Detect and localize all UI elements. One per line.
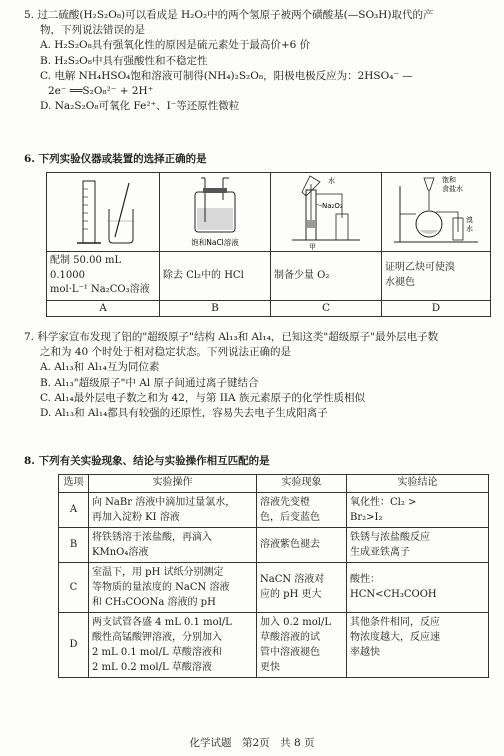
q8-header-row <box>59 475 489 493</box>
q7-option-a: A. Al₁₃和 Al₁₄互为同位素 <box>40 361 160 374</box>
cell-line: 色，后变蓝色 <box>260 511 320 523</box>
q6-figure-c <box>271 173 382 252</box>
volumetric-cylinder-icon <box>63 175 143 249</box>
q7-option-d: D. Al₁₃和 Al₁₄都具有较强的还原性，容易失去电子生成阳离子 <box>40 407 328 420</box>
q7-stem-line-1: 7. 科学家宣布发现了铝的"超级原子"结构 Al₁₃和 Al₁₄，已知这类"超级原子"最外层电子数 <box>24 331 439 343</box>
figure-c-reagent: Na₂O₂ <box>322 202 343 210</box>
q8-header-option: 选项 <box>59 475 89 493</box>
q8-row-c-phenomenon <box>257 562 347 612</box>
q8-row-b-phenomenon <box>257 527 347 562</box>
q8-header-phenomenon: 实验现象 <box>257 475 347 493</box>
q6-option-c-desc <box>271 252 382 301</box>
q8-row-d-conclusion <box>347 612 489 677</box>
q6-figure-b <box>160 173 271 252</box>
q8-row-b-operation <box>89 527 257 562</box>
q8-row-a-operation <box>89 492 257 527</box>
q8-stem: 8. 下列有关实验现象、结论与实验操作相互匹配的是 <box>24 455 270 467</box>
q6-label-c: C <box>271 300 382 316</box>
table-row <box>59 612 489 677</box>
cell-line: Br₂>I₂ <box>350 511 383 523</box>
q6-label-a: A <box>47 300 160 316</box>
q8-row-d-operation <box>89 612 257 677</box>
question-5 <box>24 8 494 115</box>
q6-label-d: D <box>382 300 491 316</box>
table-row <box>59 492 489 527</box>
figure-d-label-3: 溴 <box>466 216 473 224</box>
cell-line: 2 mL 0.1 mol/L 草酸溶液和 <box>92 646 222 658</box>
q7-option-b: B. Al₁₃"超级原子"中 Al 原子间通过离子键结合 <box>40 376 259 389</box>
question-8 <box>24 454 494 469</box>
cell-line: 酸性高锰酸钾溶液，分别加入 <box>92 631 222 643</box>
q6-option-b-desc <box>160 252 271 301</box>
q6-a-line-2: mol·L⁻¹ Na₂CO₃溶液 <box>50 284 150 295</box>
cell-line: 率越快 <box>350 646 380 658</box>
q8-row-c-conclusion <box>347 562 489 612</box>
q6-stem: 6. 下列实验仪器或装置的选择正确的是 <box>24 153 207 165</box>
q6-label-b: B <box>160 300 271 316</box>
q6-option-d-desc <box>382 252 491 301</box>
q8-header-conclusion: 实验结论 <box>347 475 489 493</box>
q5-stem-line-1: 5. 过二硫酸(H₂S₂O₈)可以看成是 H₂O₂中的两个氢原子被两个磺酸基(—SO₃H)取代的产 <box>24 9 434 21</box>
q8-row-a-conclusion <box>347 492 489 527</box>
cell-line: 再加入淀粉 KI 溶液 <box>92 511 180 523</box>
cell-line: 向 NaBr 溶液中滴加过量氯水， <box>92 496 236 508</box>
figure-d-label-1: 饱和 <box>442 176 456 184</box>
cell-line: 等物质的量浓度的 NaCN 溶液 <box>92 581 230 593</box>
q5-option-c-cont: 2e⁻ ══S₂O₈²⁻ + 2H⁺ <box>48 85 154 98</box>
q7-stem-line-2: 之和为 40 个时处于相对稳定状态。下列说法正确的是 <box>40 346 292 359</box>
cell-line: 物浓度越大，反应速 <box>350 631 440 643</box>
figure-d-label-4: 水 <box>466 225 473 233</box>
q6-figure-a <box>47 173 160 252</box>
cell-line: 应的 pH 更大 <box>260 589 322 600</box>
cell-line: 和 CH₃COONa 溶液的 pH <box>92 596 216 608</box>
cell-line: 将铁锈溶于浓盐酸，再滴入 <box>92 531 212 543</box>
cell-line: 2 mL 0.2 mol/L 草酸溶液 <box>92 661 212 673</box>
page-footer: 化学试题 第2页 共 8 页 <box>189 737 315 749</box>
cell-line: 加入 0.2 mol/L <box>260 616 331 628</box>
figure-c-jia: 甲 <box>309 243 316 250</box>
q8-row-c-operation <box>89 562 257 612</box>
cell-line: 更快 <box>260 661 280 673</box>
question-6 <box>24 152 494 167</box>
cell-line: 草酸溶液的试 <box>260 631 320 643</box>
q8-experiment-table <box>58 474 489 678</box>
cell-line: 铁锈与浓盐酸反应 <box>350 531 430 543</box>
cell-line: 室温下，用 pH 试纸分别测定 <box>92 566 224 578</box>
q8-row-d-option: D <box>59 612 89 677</box>
q6-b-line-1: 除去 Cl₂中的 HCl <box>163 269 244 281</box>
q8-row-a-option: A <box>59 492 89 527</box>
cell-line: 其他条件相同，反应 <box>350 616 440 628</box>
q8-row-b-option: B <box>59 527 89 562</box>
q6-c-line-1: 制备少量 O₂ <box>274 269 330 281</box>
acetylene-apparatus-icon <box>386 174 486 250</box>
q5-option-d: D. Na₂S₂O₈可氧化 Fe²⁺、I⁻等还原性微粒 <box>40 100 240 113</box>
q5-option-c: C. 电解 NH₄HSO₄饱和溶液可制得(NH₄)₂S₂O₈，阳极电极反应为：2HSO₄⁻ — <box>40 69 413 82</box>
cell-line: NaCN 溶液对 <box>260 574 325 585</box>
q6-d-line-2: 水褪色 <box>385 276 415 288</box>
figure-d-label-2: 食盐水 <box>442 185 463 193</box>
cell-line: HCN<CH₃COOH <box>350 589 437 600</box>
cell-line: 两支试管各盛 4 mL 0.1 mol/L <box>92 616 232 628</box>
oxygen-generator-icon <box>276 174 376 250</box>
cell-line: 生成亚铁离子 <box>350 546 410 558</box>
q6-apparatus-table <box>46 172 491 317</box>
q8-row-b-conclusion <box>347 527 489 562</box>
cell-line: 酸性： <box>350 574 380 585</box>
q8-row-a-phenomenon <box>257 492 347 527</box>
cell-line: 氧化性：Cl₂ > <box>350 496 417 508</box>
table-row <box>59 527 489 562</box>
cell-line: KMnO₄溶液 <box>92 546 149 558</box>
cell-line: 溶液先变橙 <box>260 496 310 508</box>
gas-washing-bottle-icon <box>165 174 265 250</box>
figure-c-water: 水 <box>328 177 335 185</box>
figure-b-caption: 饱和NaCl溶液 <box>191 238 239 247</box>
q6-d-line-1: 证明乙炔可使溴 <box>385 262 455 274</box>
q6-option-a-desc <box>47 252 160 301</box>
q5-option-b: B. H₂S₂O₈中具有强酸性和不稳定性 <box>40 54 208 67</box>
table-row <box>59 562 489 612</box>
cell-line: 管中溶液褪色 <box>260 646 320 658</box>
q8-row-d-phenomenon <box>257 612 347 677</box>
q8-header-operation: 实验操作 <box>89 475 257 493</box>
cell-line: 溶液紫色褪去 <box>260 539 320 550</box>
question-7 <box>24 330 494 421</box>
q6-a-line-1: 配制 50.00 mL 0.1000 <box>50 255 122 281</box>
q7-option-c: C. Al₁₄最外层电子数之和为 42，与第 IIA 族元素原子的化学性质相似 <box>40 391 365 404</box>
q8-row-c-option: C <box>59 562 89 612</box>
q6-figure-d <box>382 173 491 252</box>
q5-option-a: A. H₂S₂O₈具有强氧化性的原因是硫元素处于最高价+6 价 <box>40 39 311 52</box>
q5-stem-line-2: 物，下列说法错误的是 <box>40 24 145 37</box>
